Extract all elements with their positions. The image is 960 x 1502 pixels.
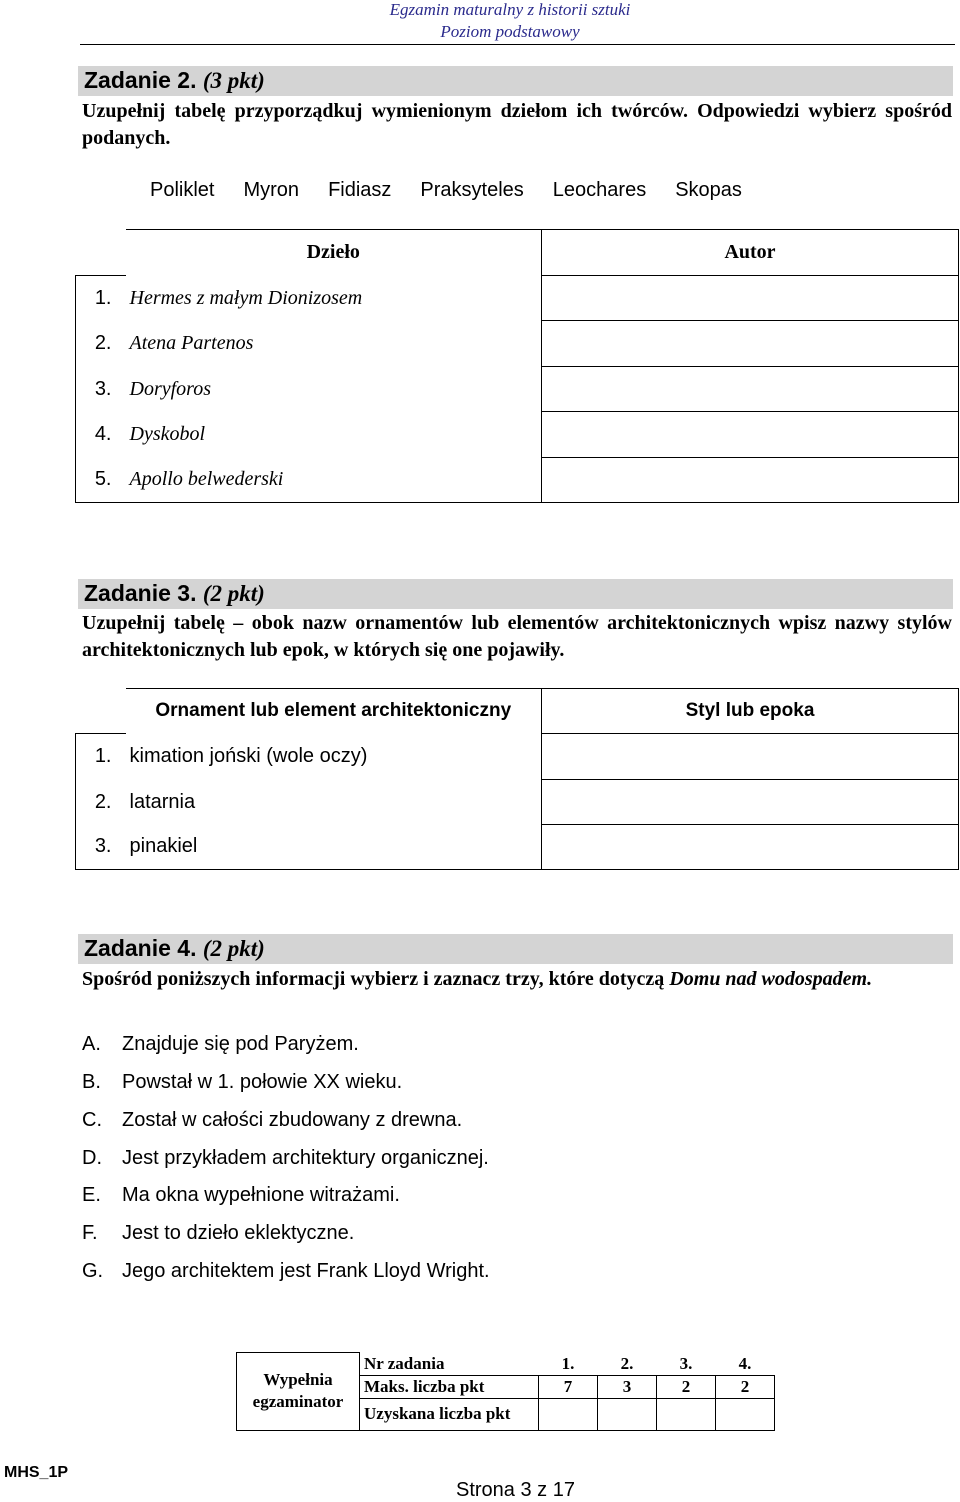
word-bank-item: Poliklet: [150, 179, 215, 201]
table-row: 1. kimation joński (wole oczy): [76, 734, 959, 780]
task3-title: Zadanie 3.: [84, 580, 197, 606]
page-number: Strona 3 z 17: [456, 1479, 575, 1501]
task2-title: Zadanie 2.: [84, 67, 197, 93]
word-bank-item: Myron: [243, 179, 300, 201]
task2-title-band: [78, 66, 953, 96]
score-obtained-label: Uzyskana liczba pkt: [360, 1398, 539, 1430]
header-level: Poziom podstawowy: [440, 22, 580, 41]
option-a[interactable]: A. Znajduje się pod Paryżem.: [82, 1033, 359, 1055]
answer-cell[interactable]: [542, 458, 959, 503]
task2-col-author: Autor: [542, 230, 959, 276]
score-fill-label: Wypełnia egzaminator: [237, 1353, 360, 1431]
table-row: 5. Apollo belwederski: [76, 458, 959, 503]
task3-col-ornament: Ornament lub element architektoniczny: [126, 689, 542, 734]
task3-col-style: Styl lub epoka: [542, 689, 959, 734]
table-row: 4. Dyskobol: [76, 412, 959, 458]
table-row: 3. Doryforos: [76, 367, 959, 412]
answer-cell[interactable]: [542, 825, 959, 870]
option-c[interactable]: C. Został w całości zbudowany z drewna.: [82, 1109, 463, 1131]
option-f[interactable]: F. Jest to dzieło eklektyczne.: [82, 1222, 355, 1244]
answer-cell[interactable]: [542, 321, 959, 367]
task4-instruction-italic: Domu nad wodospadem.: [669, 968, 873, 990]
option-e[interactable]: E. Ma okna wypełnione witrażami.: [82, 1184, 400, 1206]
task3-table: [75, 688, 959, 870]
task3-points: (2 pkt): [202, 581, 265, 606]
table-row: 3. pinakiel: [76, 825, 959, 870]
score-input-cell[interactable]: [598, 1398, 657, 1430]
task4-instruction: Spośród poniższych informacji wybierz i zaznacz trzy, które dotyczą Domu nad wodospadem.: [82, 968, 873, 990]
word-bank-item: Fidiasz: [328, 179, 392, 201]
task2-col-work: Dzieło: [126, 230, 542, 276]
task3-instruction: Uzupełnij tabelę – obok nazw ornamentów lub elementów architektonicznych wpisz nazwy stylów architektonicznych lub epok, w których się one pojawiły.: [82, 612, 952, 661]
task2-points: (3 pkt): [202, 68, 265, 93]
task2-word-bank: [150, 177, 771, 203]
option-b[interactable]: B. Powstał w 1. połowie XX wieku.: [82, 1071, 403, 1093]
task4-points: (2 pkt): [202, 936, 265, 961]
header-exam-title: Egzamin maturalny z historii sztuki: [389, 0, 631, 19]
option-d[interactable]: D. Jest przykładem architektury organicznej.: [82, 1147, 489, 1169]
score-table: Wypełnia egzaminator Nr zadania 1. 2. 3. 4. Maks. liczba pkt 7 3 2 2 Uzyskana liczba pkt: [236, 1352, 775, 1431]
task2-instruction: Uzupełnij tabelę przyporządkuj wymienionym dziełom ich twórców. Odpowiedzi wybierz spośród podanych.: [82, 100, 952, 149]
score-task-number-label: Nr zadania: [360, 1353, 539, 1376]
score-max-label: Maks. liczba pkt: [360, 1375, 539, 1398]
table-row: 2. Atena Partenos: [76, 321, 959, 367]
score-input-cell[interactable]: [539, 1398, 598, 1430]
exam-code: MHS_1P: [4, 1464, 69, 1481]
task2-table: [75, 229, 959, 503]
score-input-cell[interactable]: [657, 1398, 716, 1430]
word-bank-item: Praksyteles: [420, 179, 524, 201]
answer-cell[interactable]: [542, 412, 959, 458]
option-g[interactable]: G. Jego architektem jest Frank Lloyd Wright.: [82, 1260, 490, 1282]
word-bank-item: Leochares: [552, 179, 647, 201]
word-bank-item: Skopas: [675, 179, 742, 201]
header-divider: [80, 44, 955, 45]
task4-title: Zadanie 4.: [84, 935, 197, 961]
table-row: 1. Hermes z małym Dionizosem: [76, 276, 959, 321]
task4-title-band: [78, 934, 953, 964]
answer-cell[interactable]: [542, 276, 959, 321]
score-input-cell[interactable]: [716, 1398, 775, 1430]
table-row: 2. latarnia: [76, 780, 959, 825]
task3-title-band: [78, 579, 953, 609]
answer-cell[interactable]: [542, 734, 959, 780]
answer-cell[interactable]: [542, 367, 959, 412]
answer-cell[interactable]: [542, 780, 959, 825]
